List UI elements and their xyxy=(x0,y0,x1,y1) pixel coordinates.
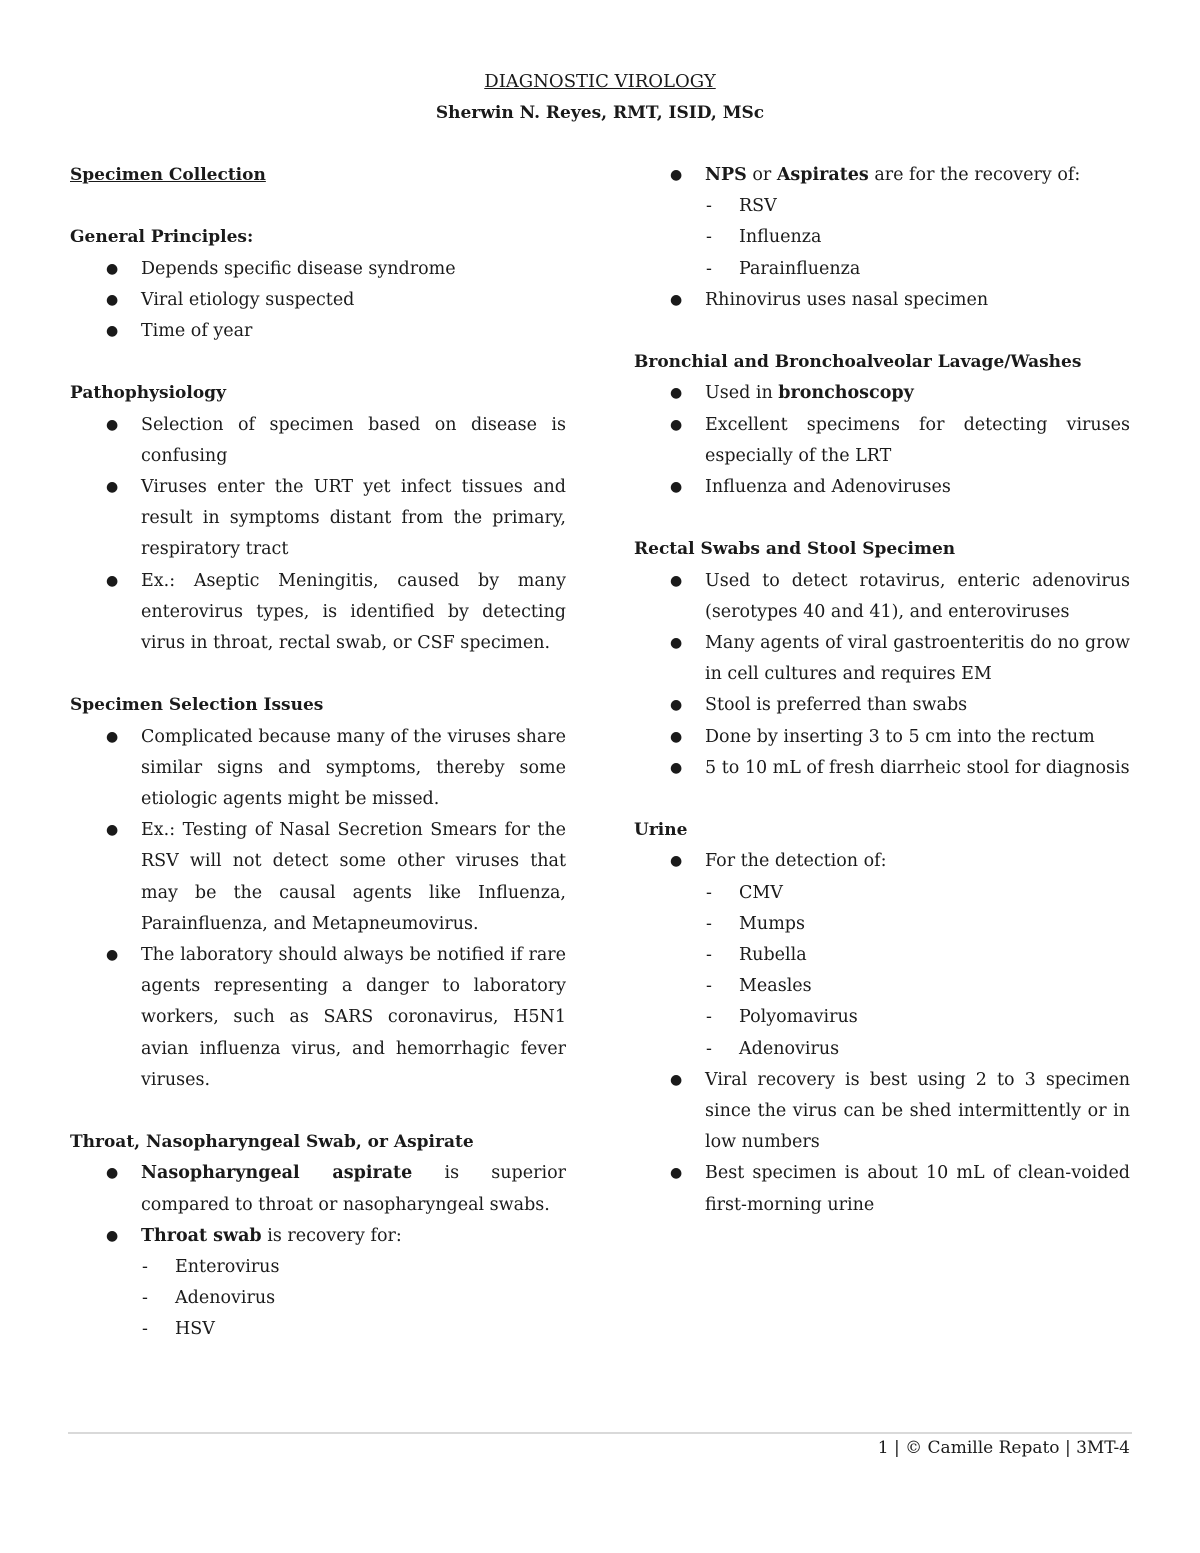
specimen-collection-heading: Specimen Collection xyxy=(70,165,266,185)
bullet-icon: ● xyxy=(670,728,683,745)
nps-section xyxy=(634,160,1130,316)
sub-list-item: - Adenovirus xyxy=(70,1283,566,1314)
bullet-icon: ● xyxy=(106,572,119,589)
sub-list-item: - HSV xyxy=(70,1314,566,1345)
list-item: ● Used to detect rotavirus, enteric adenovirus (serotypes 40 and 41), and enteroviruses xyxy=(634,566,1130,628)
bullet-icon: ● xyxy=(106,822,119,839)
bronchial-section xyxy=(634,347,1130,503)
urine-section xyxy=(634,815,1130,1221)
throat-heading: Throat, Nasopharyngeal Swab, or Aspirate xyxy=(70,1132,474,1153)
bullet-icon: ● xyxy=(670,479,683,496)
dash-icon: - xyxy=(706,1007,712,1028)
sub-list-item: - CMV xyxy=(634,878,1130,909)
rectal-heading: Rectal Swabs and Stool Specimen xyxy=(634,539,956,560)
document-title: DIAGNOSTIC VIROLOGY xyxy=(484,71,716,92)
bullet-icon: ● xyxy=(670,572,683,589)
sub-list-item: - Adenovirus xyxy=(634,1034,1130,1065)
sub-list-item: - Rubella xyxy=(634,940,1130,971)
bullet-icon: ● xyxy=(670,1071,683,1088)
list-item: ● Ex.: Testing of Nasal Secretion Smears for the RSV will not detect some other viruses that may be the causal agents like Influenza, Parainfluenza, and Metapneumovirus. xyxy=(70,815,566,940)
pathophysiology-section xyxy=(70,378,566,659)
list-item: ● Many agents of viral gastroenteritis do no grow in cell cultures and requires EM xyxy=(634,628,1130,690)
dash-icon: - xyxy=(706,227,712,248)
bronchial-heading: Bronchial and Bronchoalveolar Lavage/Washes xyxy=(634,352,1082,373)
list-item: ● Depends specific disease syndrome xyxy=(70,254,566,285)
dash-icon: - xyxy=(706,1038,712,1059)
list-item: ● For the detection of: xyxy=(634,846,1130,877)
footer-divider xyxy=(68,1432,1132,1434)
selection-issues-section xyxy=(70,690,566,1096)
list-item: ● Nasopharyngeal aspirate is superior compared to throat or nasopharyngeal swabs. xyxy=(70,1158,566,1220)
rectal-section xyxy=(634,534,1130,784)
urine-heading: Urine xyxy=(634,820,688,841)
dash-icon: - xyxy=(706,976,712,997)
dash-icon: - xyxy=(706,913,712,934)
right-column xyxy=(634,160,1130,1252)
list-item: ● Complicated because many of the viruses share similar signs and symptoms, thereby some etiologic agents might be missed. xyxy=(70,722,566,816)
list-item: ● Stool is preferred than swabs xyxy=(634,690,1130,721)
bullet-icon: ● xyxy=(106,323,119,339)
bullet-icon: ● xyxy=(670,385,683,402)
bullet-icon: ● xyxy=(670,167,683,183)
list-item: ● Viral etiology suspected xyxy=(70,285,566,316)
bullet-icon: ● xyxy=(670,635,683,652)
sub-list-item: - Mumps xyxy=(634,909,1130,940)
bullet-icon: ● xyxy=(106,260,119,277)
bullet-icon: ● xyxy=(106,479,119,495)
dash-icon: - xyxy=(706,945,712,966)
selection-issues-heading: Specimen Selection Issues xyxy=(70,695,324,716)
bullet-icon: ● xyxy=(670,1165,683,1182)
list-item: ● Time of year xyxy=(70,316,566,347)
dash-icon: - xyxy=(142,1257,148,1278)
sub-list-item: - RSV xyxy=(634,191,1130,222)
bullet-icon: ● xyxy=(106,728,119,745)
list-item: ● Selection of specimen based on disease is confusing xyxy=(70,410,566,472)
list-item: ● Excellent specimens for detecting viruses especially of the LRT xyxy=(634,410,1130,472)
list-item: ● Used in bronchoscopy xyxy=(634,378,1130,409)
bullet-icon: ● xyxy=(106,1227,119,1244)
throat-section xyxy=(70,1127,566,1345)
list-item: ● Viral recovery is best using 2 to 3 specimen since the virus can be shed intermittently or in low numbers xyxy=(634,1065,1130,1159)
bullet-icon: ● xyxy=(670,416,683,433)
left-column xyxy=(70,160,566,1377)
list-item: ● Influenza and Adenoviruses xyxy=(634,472,1130,503)
general-principles-heading: General Principles: xyxy=(70,227,254,248)
bullet-icon: ● xyxy=(106,947,119,964)
bullet-icon: ● xyxy=(670,697,683,714)
sub-list-item: - Polyomavirus xyxy=(634,1002,1130,1033)
general-principles-section xyxy=(70,222,566,347)
sub-list-item: - Enterovirus xyxy=(70,1252,566,1283)
list-item: ● 5 to 10 mL of fresh diarrheic stool for diagnosis xyxy=(634,753,1130,784)
list-item: ● Throat swab is recovery for: xyxy=(70,1221,566,1252)
sub-list-item: - Parainfluenza xyxy=(634,254,1130,285)
list-item: ● NPS or Aspirates are for the recovery of: xyxy=(634,160,1130,191)
dash-icon: - xyxy=(142,1319,148,1340)
sub-list-item: - Influenza xyxy=(634,222,1130,253)
list-item: ● Ex.: Aseptic Meningitis, caused by many enterovirus types, is identified by detecting virus in throat, rectal swab, or CSF specimen. xyxy=(70,566,566,660)
list-item: ● The laboratory should always be notified if rare agents representing a danger to laboratory workers, such as SARS coronavirus, H5N1 avian influenza virus, and hemorrhagic fever viruses. xyxy=(70,940,566,1096)
bullet-icon: ● xyxy=(106,291,119,308)
bullet-icon: ● xyxy=(106,1165,119,1182)
specimen-collection-heading-block xyxy=(70,160,566,191)
list-item: ● Viruses enter the URT yet infect tissues and result in symptoms distant from the primary, respiratory tract xyxy=(70,472,566,566)
dash-icon: - xyxy=(142,1288,148,1309)
bullet-icon: ● xyxy=(670,291,683,308)
pathophysiology-heading: Pathophysiology xyxy=(70,383,226,404)
page-footer: 1 | © Camille Repato | 3MT-4 xyxy=(877,1438,1130,1458)
bullet-icon: ● xyxy=(670,759,683,776)
document-author: Sherwin N. Reyes, RMT, ISID, MSc xyxy=(435,103,765,123)
list-item: ● Best specimen is about 10 mL of clean-voided first-morning urine xyxy=(634,1158,1130,1220)
list-item: ● Rhinovirus uses nasal specimen xyxy=(634,285,1130,316)
bullet-icon: ● xyxy=(106,416,119,433)
dash-icon: - xyxy=(706,258,712,279)
dash-icon: - xyxy=(706,882,712,903)
dash-icon: - xyxy=(706,196,712,217)
list-item: ● Done by inserting 3 to 5 cm into the rectum xyxy=(634,722,1130,753)
bullet-icon: ● xyxy=(670,853,683,870)
sub-list-item: - Measles xyxy=(634,971,1130,1002)
